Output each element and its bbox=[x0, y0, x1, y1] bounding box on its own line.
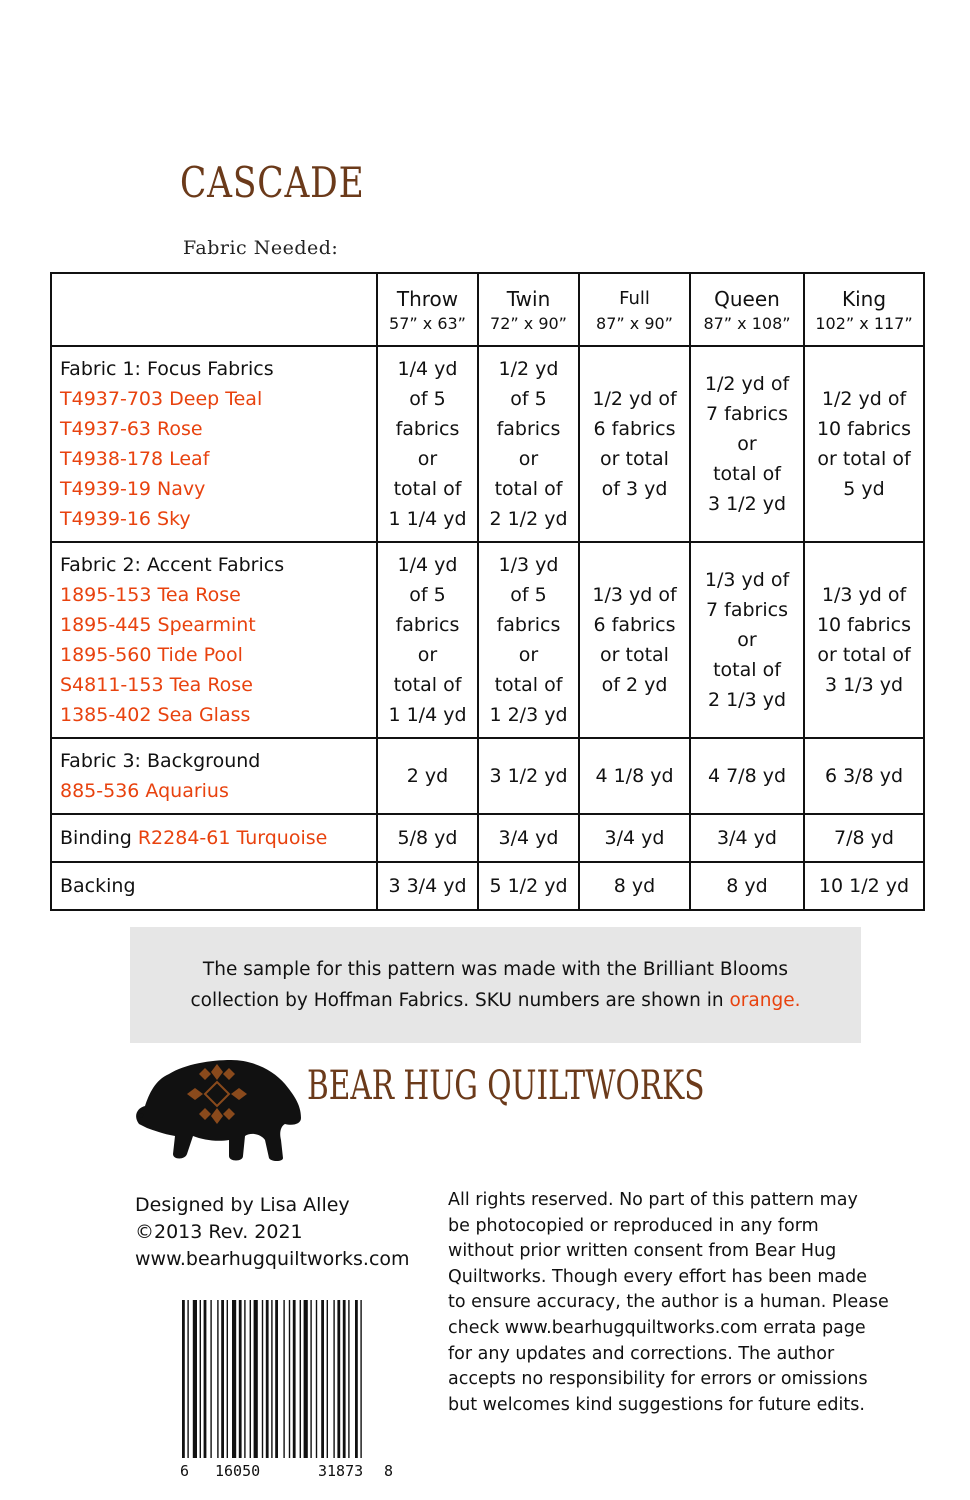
value-cell: 3 3/4 yd bbox=[377, 862, 478, 910]
fabric-table bbox=[50, 272, 925, 911]
sku-text: T4938-178 Leaf bbox=[60, 448, 210, 470]
value-cell: 1/3 yd of 7 fabrics or total of 2 1/3 yd bbox=[690, 542, 804, 738]
barcode-bar bbox=[355, 1300, 358, 1458]
barcode-bar bbox=[343, 1300, 346, 1458]
barcode-bar bbox=[187, 1300, 188, 1458]
value-cell: 1/2 yd of 6 fabrics or total of 3 yd bbox=[579, 346, 690, 542]
barcode-check-digit: 8 bbox=[384, 1462, 394, 1480]
barcode-bar bbox=[227, 1300, 228, 1458]
table-row bbox=[51, 542, 924, 738]
size-header: Twin 72” x 90” bbox=[478, 273, 579, 346]
barcode-bar bbox=[327, 1300, 328, 1458]
barcode-bar bbox=[239, 1300, 242, 1458]
value-cell: 8 yd bbox=[579, 862, 690, 910]
size-header: Throw 57” x 63” bbox=[377, 273, 478, 346]
barcode-bar bbox=[360, 1300, 361, 1458]
website-line: www.bearhugquiltworks.com bbox=[135, 1248, 410, 1270]
sku-text: 1385-402 Sea Glass bbox=[60, 704, 251, 726]
sku-text: 1895-445 Spearmint bbox=[60, 614, 256, 636]
barcode-bar bbox=[204, 1300, 207, 1458]
size-header: Queen 87” x 108” bbox=[690, 273, 804, 346]
table-row bbox=[51, 814, 924, 862]
row-label-cell: Fabric 1: Focus Fabrics T4937-703 Deep Teal T4937-63 Rose T4938-178 Leaf T4939-19 Navy T4939-16 Sky bbox=[51, 346, 377, 542]
sku-text: R2284-61 Turquoise bbox=[137, 827, 328, 849]
value-cell: 8 yd bbox=[690, 862, 804, 910]
barcode-digits-right: 31873 bbox=[318, 1462, 364, 1480]
copyright-line: ©2013 Rev. 2021 bbox=[135, 1221, 303, 1243]
value-cell: 1/2 yd of 10 fabrics or total of 5 yd bbox=[804, 346, 924, 542]
value-cell: 6 3/8 yd bbox=[804, 738, 924, 814]
table-row bbox=[51, 346, 924, 542]
value-cell: 1/4 yd of 5 fabrics or total of 1 1/4 yd bbox=[377, 542, 478, 738]
barcode-bar bbox=[193, 1300, 197, 1458]
barcode-bar bbox=[304, 1300, 308, 1458]
fabric-needed-heading: Fabric Needed: bbox=[183, 237, 339, 259]
barcode-bar bbox=[232, 1300, 236, 1458]
barcode-bar bbox=[289, 1300, 290, 1458]
barcode-bar bbox=[254, 1300, 258, 1458]
barcode bbox=[178, 1300, 393, 1460]
value-cell: 4 7/8 yd bbox=[690, 738, 804, 814]
value-cell: 3/4 yd bbox=[478, 814, 579, 862]
size-header: Full 87” x 90” bbox=[579, 273, 690, 346]
barcode-bar bbox=[293, 1300, 296, 1458]
rights-notice: All rights reserved. No part of this pattern may be photocopied or reproduced in any form without prior written consent from Bear Hug Quiltworks. Though every effort has been made to ensure accuracy, the author is a human. Please check www.bearhugquiltworks.com errata page for any updates and corrections. The author accepts no responsibility for errors or omissions but welcomes kind suggestions for future edits. bbox=[448, 1190, 889, 1415]
barcode-bar bbox=[271, 1300, 272, 1458]
row-label-cell: Fabric 2: Accent Fabrics 1895-153 Tea Rose 1895-445 Spearmint 1895-560 Tide Pool S4811-153 Tea Rose 1385-402 Sea Glass bbox=[51, 542, 377, 738]
value-cell: 10 1/2 yd bbox=[804, 862, 924, 910]
barcode-bar bbox=[217, 1300, 218, 1458]
credits bbox=[135, 1192, 410, 1273]
barcode-bar bbox=[221, 1300, 224, 1458]
row-label-cell: Backing bbox=[51, 862, 377, 910]
value-cell: 3 1/2 yd bbox=[478, 738, 579, 814]
header-blank-cell bbox=[51, 273, 377, 346]
sku-text: 885-536 Aquarius bbox=[60, 780, 229, 802]
table-header-row bbox=[51, 273, 924, 346]
brand-name: BEAR HUG QUILTWORKS bbox=[307, 1063, 705, 1109]
barcode-bar bbox=[210, 1300, 211, 1458]
value-cell: 1/4 yd of 5 fabrics or total of 1 1/4 yd bbox=[377, 346, 478, 542]
barcode-bar bbox=[310, 1300, 311, 1458]
value-cell: 1/2 yd of 7 fabrics or total of 3 1/2 yd bbox=[690, 346, 804, 542]
sku-text: 1895-153 Tea Rose bbox=[60, 584, 241, 606]
barcode-bar bbox=[275, 1300, 278, 1458]
value-cell: 1/3 yd of 5 fabrics or total of 1 2/3 yd bbox=[478, 542, 579, 738]
designer-line: Designed by Lisa Alley bbox=[135, 1194, 350, 1216]
value-cell: 3/4 yd bbox=[690, 814, 804, 862]
barcode-bar bbox=[266, 1300, 269, 1458]
sku-text: T4939-19 Navy bbox=[60, 478, 206, 500]
value-cell: 1/3 yd of 10 fabrics or total of 3 1/3 yd bbox=[804, 542, 924, 738]
pattern-title: CASCADE bbox=[180, 158, 365, 207]
barcode-bar bbox=[321, 1300, 324, 1458]
barcode-bar bbox=[348, 1300, 349, 1458]
size-header: King 102” x 117” bbox=[804, 273, 924, 346]
table-row bbox=[51, 862, 924, 910]
value-cell: 5 1/2 yd bbox=[478, 862, 579, 910]
value-cell: 1/2 yd of 5 fabrics or total of 2 1/2 yd bbox=[478, 346, 579, 542]
sku-text: 1895-560 Tide Pool bbox=[60, 644, 243, 666]
value-cell: 7/8 yd bbox=[804, 814, 924, 862]
value-cell: 4 1/8 yd bbox=[579, 738, 690, 814]
sku-text: T4939-16 Sky bbox=[60, 508, 191, 530]
barcode-bar bbox=[244, 1300, 245, 1458]
value-cell: 3/4 yd bbox=[579, 814, 690, 862]
barcode-bar bbox=[333, 1300, 334, 1458]
barcode-bar bbox=[182, 1300, 185, 1458]
row-label-cell: Binding R2284-61 Turquoise bbox=[51, 814, 377, 862]
barcode-bar bbox=[337, 1300, 340, 1458]
barcode-bar bbox=[316, 1300, 317, 1458]
sku-text: T4937-63 Rose bbox=[60, 418, 203, 440]
row-label-cell: Fabric 3: Background 885-536 Aquarius bbox=[51, 738, 377, 814]
barcode-digits-left: 16050 bbox=[215, 1462, 261, 1480]
bear-logo-icon bbox=[133, 1058, 303, 1163]
sample-note: The sample for this pattern was made with the Brilliant Blooms collection by Hoffman Fabrics. SKU numbers are shown in orange. bbox=[130, 927, 861, 1043]
sku-text: S4811-153 Tea Rose bbox=[60, 674, 253, 696]
table-row bbox=[51, 738, 924, 814]
barcode-digit: 6 bbox=[180, 1462, 190, 1480]
barcode-bar bbox=[200, 1300, 201, 1458]
value-cell: 5/8 yd bbox=[377, 814, 478, 862]
barcode-bar bbox=[283, 1300, 284, 1458]
barcode-bar bbox=[300, 1300, 301, 1458]
barcode-bar bbox=[250, 1300, 251, 1458]
sku-text: T4937-703 Deep Teal bbox=[60, 388, 263, 410]
barcode-bar bbox=[262, 1300, 263, 1458]
value-cell: 1/3 yd of 6 fabrics or total of 2 yd bbox=[579, 542, 690, 738]
value-cell: 2 yd bbox=[377, 738, 478, 814]
